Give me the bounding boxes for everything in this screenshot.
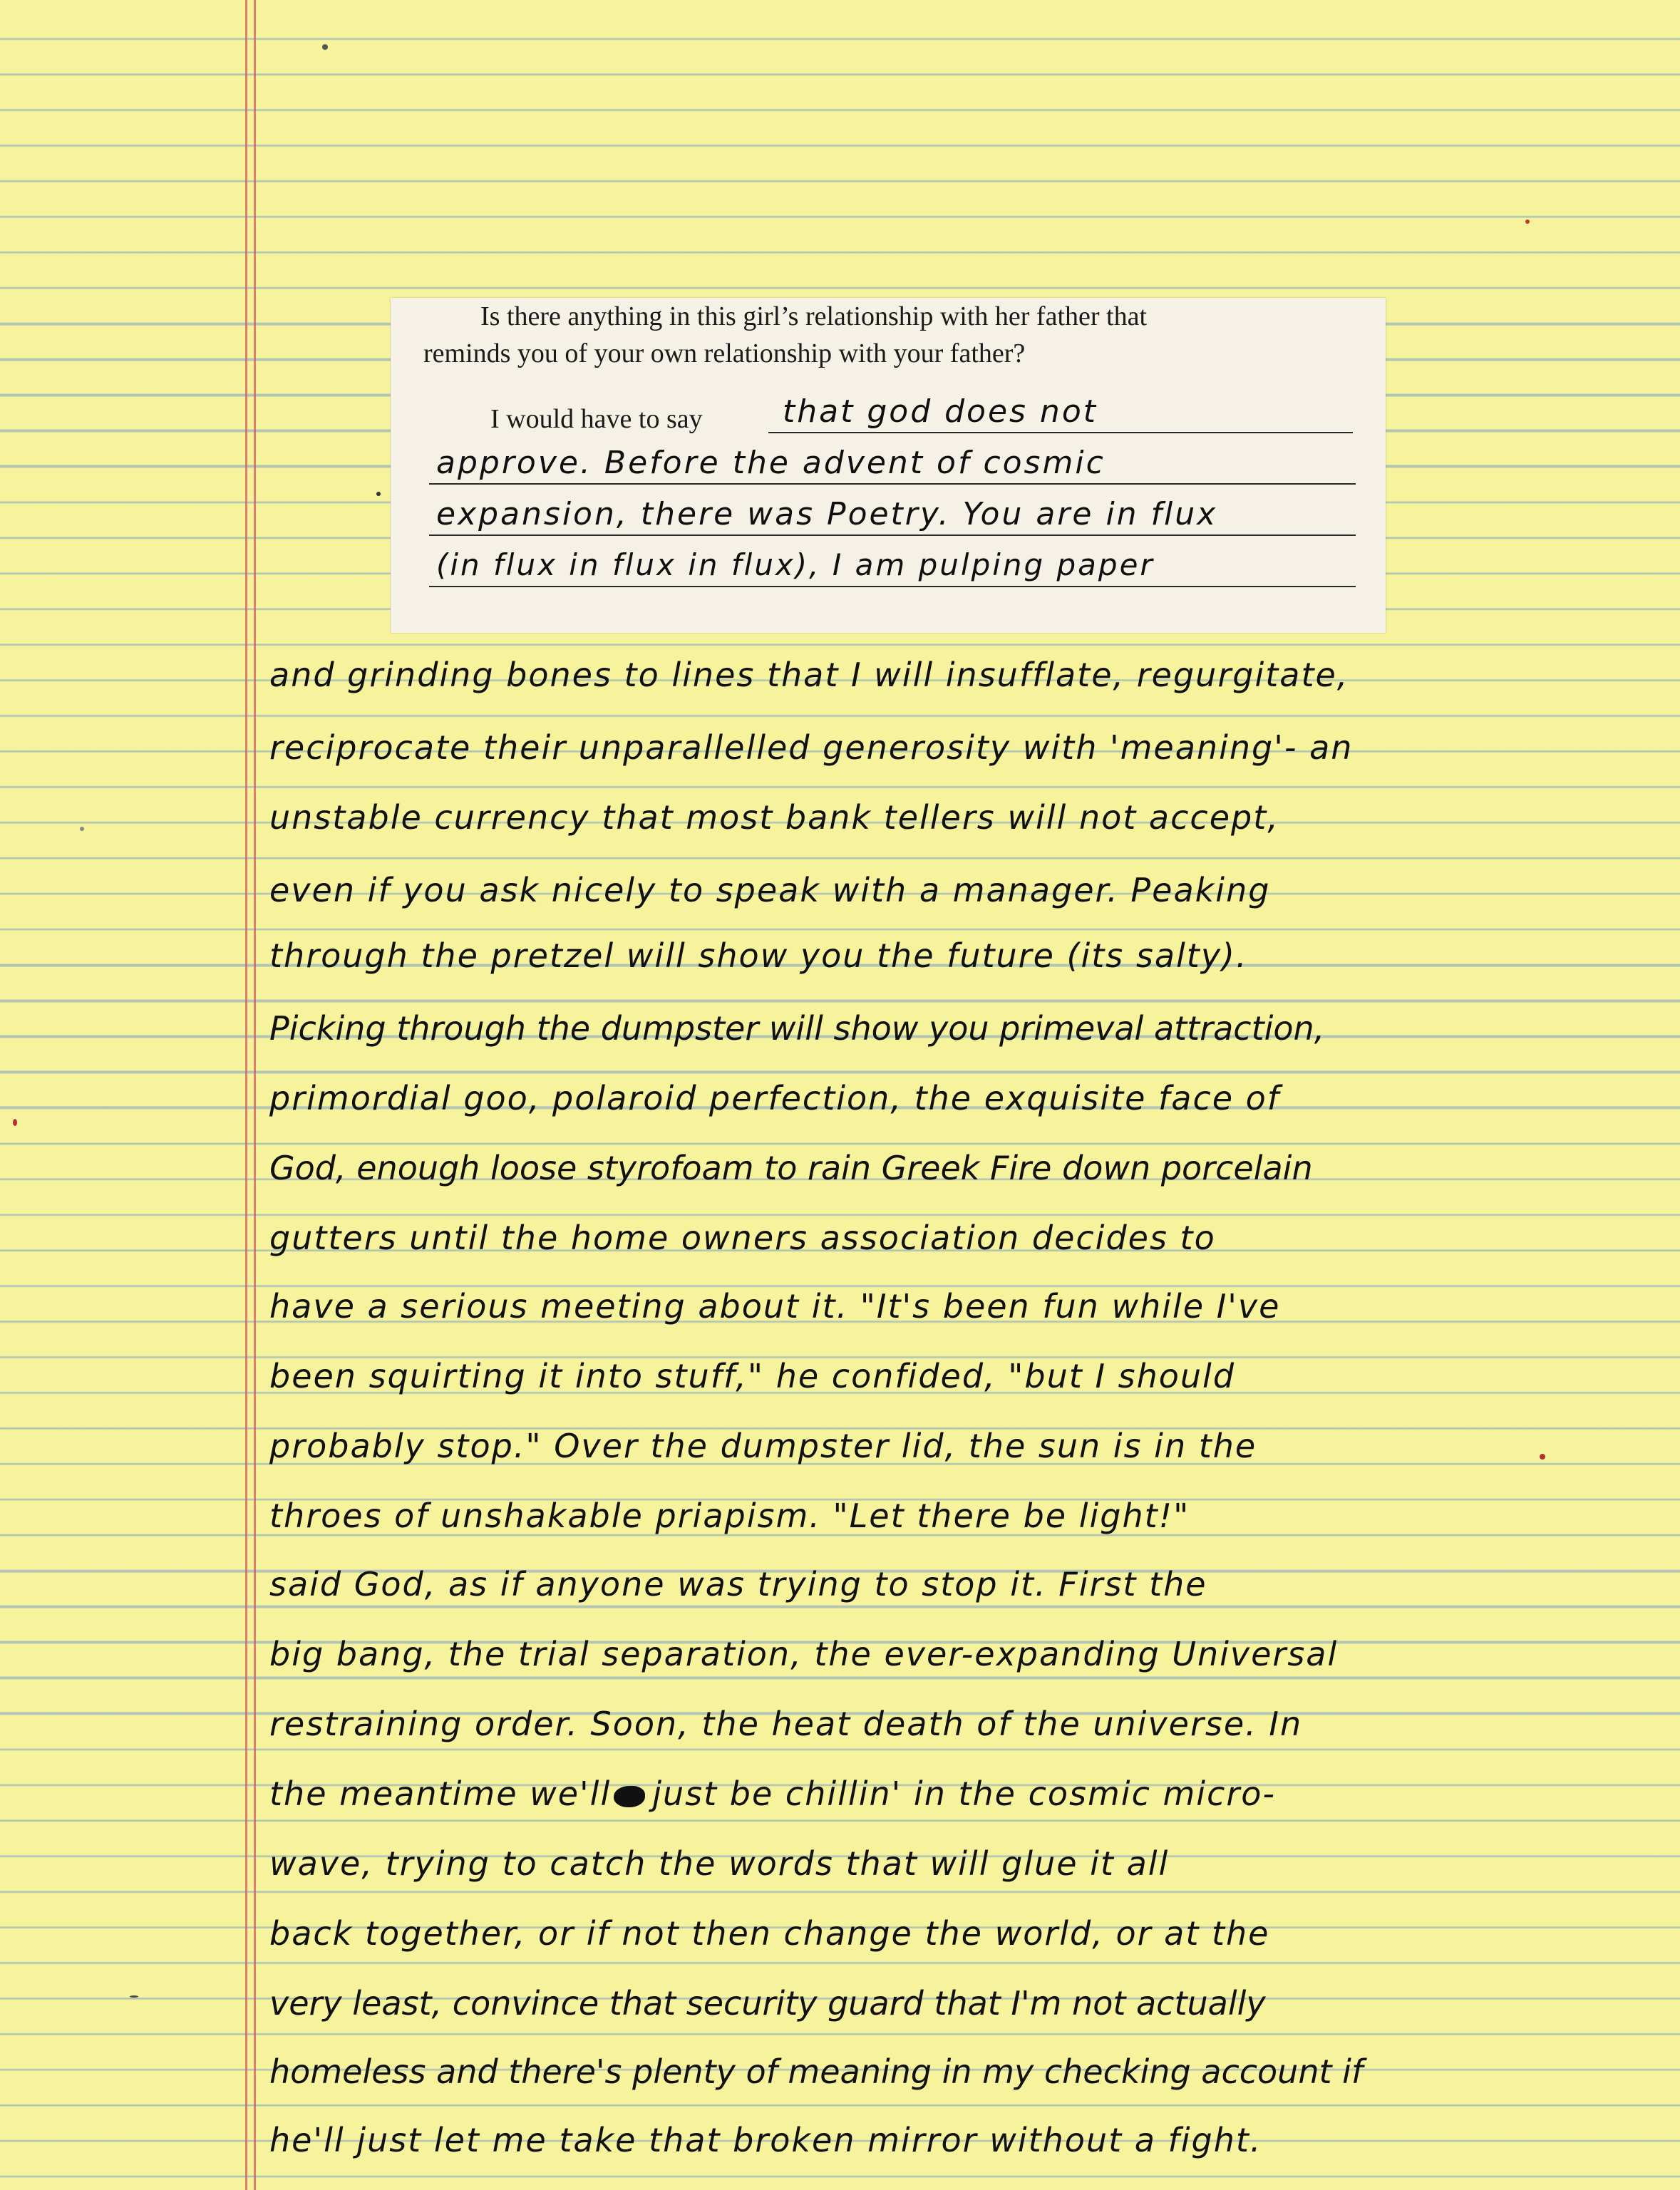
clipping-question-line: Is there anything in this girl’s relationship with her father that [480, 301, 1148, 331]
handwritten-line: God, enough loose styrofoam to rain Greek Fire down porcelain [269, 1149, 1313, 1187]
handwritten-line: primordial goo, polaroid perfection, the exquisite face of [269, 1079, 1280, 1117]
answer-rule [429, 534, 1356, 536]
paper-speck [1525, 219, 1530, 224]
handwritten-line: back together, or if not then change the world, or at the [269, 1914, 1270, 1953]
handwritten-line-with-blot [269, 1775, 1276, 1813]
pasted-question-clipping [391, 298, 1386, 633]
paper-speck [13, 1119, 17, 1126]
handwritten-line: big bang, the trial separation, the ever-expanding Universal [269, 1635, 1339, 1673]
paper-speck [1540, 1454, 1545, 1460]
handwritten-answer-line: expansion, there was Poetry. You are in flux [436, 496, 1218, 532]
handwritten-answer-line: (in flux in flux in flux), I am pulping paper [436, 547, 1155, 582]
handwritten-line: wave, trying to catch the words that will glue it all [269, 1844, 1170, 1883]
handwritten-line: have a serious meeting about it. "It's been fun while I've [269, 1287, 1281, 1326]
handwritten-line: said God, as if anyone was trying to stop it. First the [269, 1565, 1207, 1603]
handwritten-answer-line: approve. Before the advent of cosmic [436, 445, 1106, 481]
margin-line-left [245, 0, 247, 2190]
margin-line-right [254, 0, 256, 2190]
handwritten-line: gutters until the home owners association decides to [269, 1219, 1216, 1257]
handwritten-line: restraining order. Soon, the heat death of the universe. In [269, 1705, 1303, 1743]
answer-rule [768, 432, 1353, 433]
handwritten-line: unstable currency that most bank tellers will not accept, [269, 798, 1279, 837]
paper-speck [376, 492, 381, 496]
handwritten-answer-line: that god does not [783, 393, 1098, 430]
answer-rule [429, 586, 1356, 587]
handwritten-line: and grinding bones to lines that I will insufflate, regurgitate, [269, 656, 1349, 694]
handwritten-line: even if you ask nicely to speak with a manager. Peaking [269, 871, 1271, 909]
handwritten-line: Picking through the dumpster will show you primeval attraction, [269, 1009, 1325, 1048]
handwritten-line: reciprocate their unparallelled generosity with 'meaning'- an [269, 728, 1354, 767]
handwritten-line: been squirting it into stuff," he confided, "but I should [269, 1357, 1236, 1395]
clipping-question [423, 298, 1371, 372]
handwritten-fragment: just be chillin' in the cosmic micro- [652, 1775, 1277, 1813]
handwritten-line: he'll just let me take that broken mirror without a fight. [269, 2121, 1262, 2159]
paper-speck [80, 827, 84, 831]
handwritten-fragment: the meantime we'll [269, 1775, 612, 1813]
handwritten-line: throes of unshakable priapism. "Let there be light!" [269, 1497, 1190, 1535]
clipping-prompt: I would have to say [490, 404, 703, 434]
handwritten-line: probably stop." Over the dumpster lid, the sun is in the [269, 1427, 1257, 1465]
handwritten-line: very least, convince that security guard that I'm not actually [269, 1984, 1266, 2023]
handwritten-line: through the pretzel will show you the future (its salty). [269, 936, 1248, 975]
clipping-question-line: reminds you of your own relationship with your father? [423, 339, 1026, 368]
handwritten-line: homeless and there's plenty of meaning in my checking account if [269, 2052, 1364, 2091]
paper-speck [322, 44, 328, 50]
answer-rule [429, 483, 1356, 485]
paper-speck [130, 1995, 138, 1998]
ink-blot [614, 1786, 645, 1807]
